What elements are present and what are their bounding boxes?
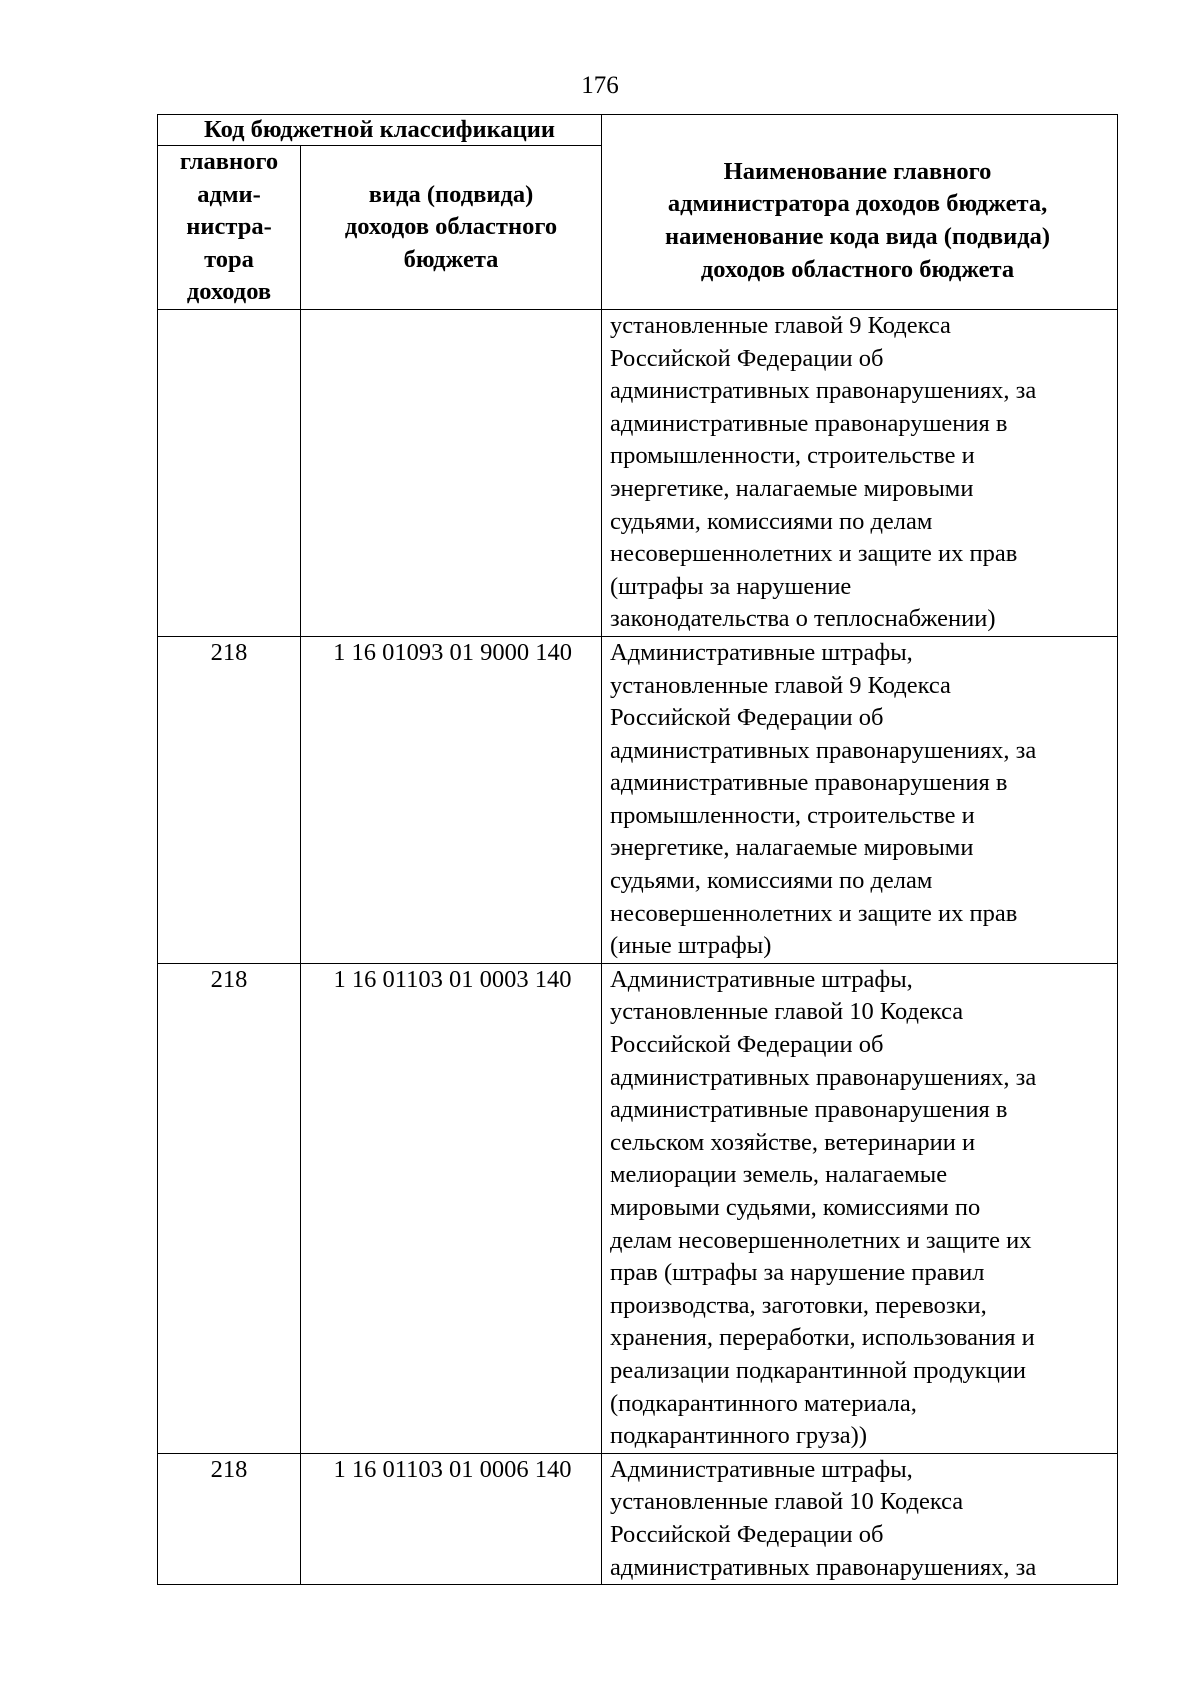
income-name-cell: Административные штрафы, установленные главой 10 Кодекса Российской Федерации об административных правонарушениях, за bbox=[602, 1453, 1118, 1584]
admin-code-cell: 218 bbox=[158, 1453, 301, 1584]
income-name-cell: Административные штрафы, установленные главой 10 Кодекса Российской Федерации об административных правонарушениях, за административные правонарушения в сельском хозяйстве, ветеринарии и мелиорации земель, налагаемые мировыми судьями, комиссиями по делам несовершеннолетних и защите их прав (штрафы за нарушение правил производства, заготовки, перевозки, хранения, переработки, использования и реализации подкарантинной продукции (подкарантинного материала, подкарантинного груза)) bbox=[602, 963, 1118, 1453]
admin-code-cell: 218 bbox=[158, 636, 301, 963]
income-code-cell: 1 16 01103 01 0003 140 bbox=[301, 963, 602, 1453]
income-code-cell bbox=[301, 309, 602, 636]
admin-code-cell bbox=[158, 309, 301, 636]
table-row bbox=[158, 309, 1118, 636]
header-admin-column: главного адми- нистра- тора доходов bbox=[158, 146, 301, 310]
admin-code-cell: 218 bbox=[158, 963, 301, 1453]
header-kind-column: вида (подвида) доходов областного бюджета bbox=[301, 146, 602, 310]
header-name-column: Наименование главного администратора доходов бюджета, наименование кода вида (подвида) доходов областного бюджета bbox=[602, 115, 1118, 310]
income-name-cell: Административные штрафы, установленные главой 9 Кодекса Российской Федерации об административных правонарушениях, за административные правонарушения в промышленности, строительстве и энергетике, налагаемые мировыми судьями, комиссиями по делам несовершеннолетних и защите их прав (иные штрафы) bbox=[602, 636, 1118, 963]
header-row-top bbox=[158, 115, 1118, 146]
page-number: 176 bbox=[581, 72, 619, 99]
table-row bbox=[158, 963, 1118, 1453]
income-name-cell: установленные главой 9 Кодекса Российской Федерации об административных правонарушениях, за административные правонарушения в промышленности, строительстве и энергетике, налагаемые мировыми судьями, комиссиями по делам несовершеннолетних и защите их прав (штрафы за нарушение законодательства о теплоснабжении) bbox=[602, 309, 1118, 636]
budget-classification-table bbox=[157, 114, 1118, 1585]
income-code-cell: 1 16 01103 01 0006 140 bbox=[301, 1453, 602, 1584]
table-row bbox=[158, 636, 1118, 963]
table-row bbox=[158, 1453, 1118, 1584]
income-code-cell: 1 16 01093 01 9000 140 bbox=[301, 636, 602, 963]
header-group-title: Код бюджетной классификации bbox=[158, 115, 602, 146]
